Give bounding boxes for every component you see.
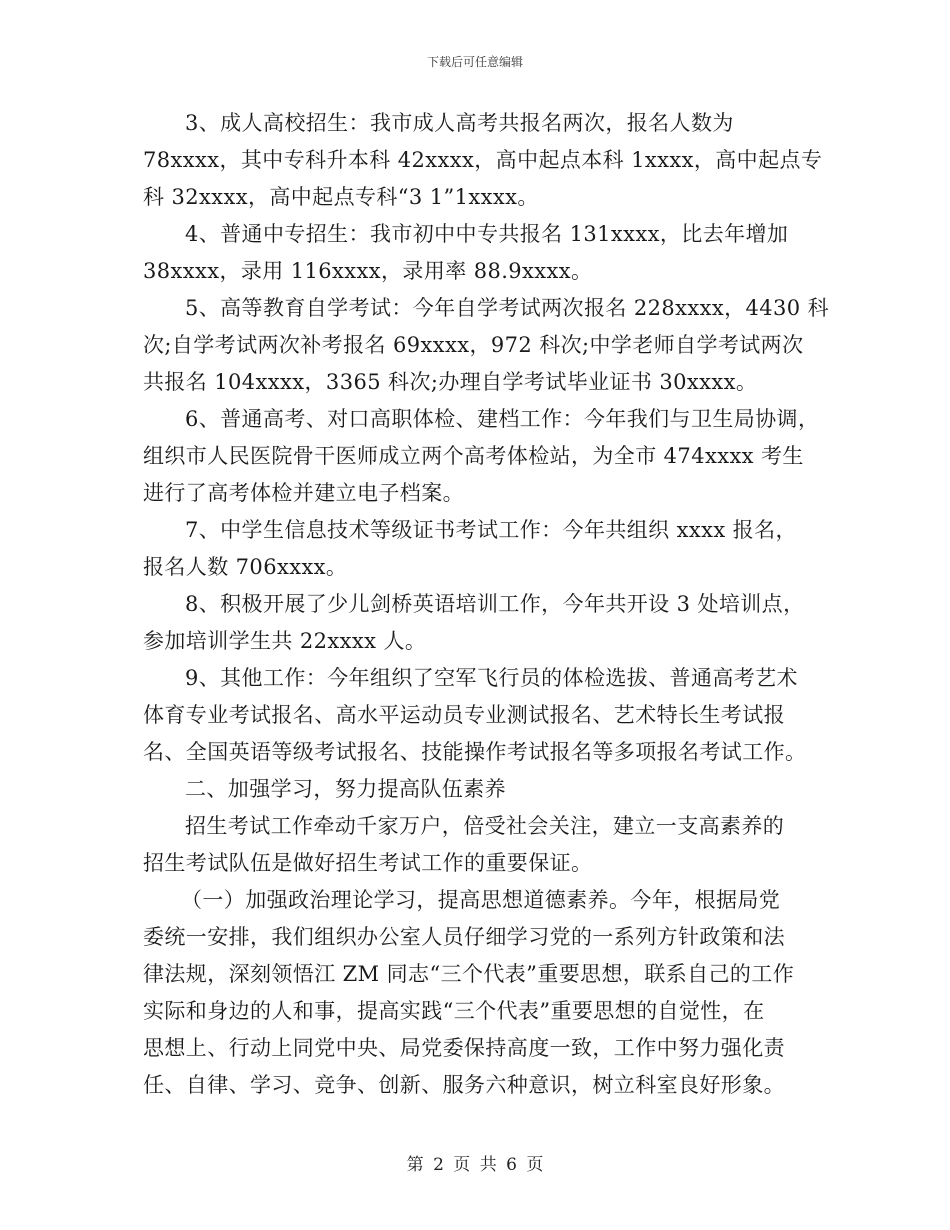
- text-line: 共报名 104xxxx，3365 科次;办理自学考试毕业证书 30xxxx。: [143, 370, 758, 394]
- text-line: 参加培训学生共 22xxxx 人。: [143, 629, 427, 653]
- document-body: [143, 105, 830, 1104]
- text-line: 报名人数 706xxxx。: [143, 555, 348, 579]
- page-number: 第 2 页 共 6 页: [406, 1155, 544, 1175]
- text-line: 律法规，深刻领悟江 ZM 同志“三个代表”重要思想，联系自己的工作: [143, 962, 795, 986]
- paragraph-it-certificate-exam: [143, 512, 823, 586]
- text-line: 进行了高考体检并建立电子档案。: [143, 481, 464, 505]
- paragraph-physical-exam-records: [143, 401, 823, 512]
- paragraph-team-building-intro: [143, 808, 823, 882]
- text-line: 招生考试工作牵动千家万户，倍受社会关注，建立一支高素养的: [185, 814, 785, 838]
- paragraph-other-work: [143, 660, 823, 771]
- text-line: 科 32xxxx，高中起点专科“3 1”1xxxx。: [143, 185, 539, 209]
- paragraph-cambridge-english-training: [143, 586, 823, 660]
- text-line: 78xxxx，其中专科升本科 42xxxx，高中起点本科 1xxxx，高中起点专: [143, 148, 823, 172]
- text-line: 4、普通中专招生：我市初中中专共报名 131xxxx，比去年增加: [185, 222, 789, 246]
- text-line: 实际和身边的人和事，提高实践“三个代表”重要思想的自觉性，在: [143, 999, 765, 1023]
- text-line: 二、加强学习，努力提高队伍素养: [185, 777, 506, 801]
- paragraph-self-study-exams: [143, 290, 830, 401]
- paragraph-political-study: [143, 882, 823, 1104]
- text-line: 8、积极开展了少儿剑桥英语培训工作，今年共开设 3 处培训点，: [185, 592, 805, 616]
- text-line: 7、中学生信息技术等级证书考试工作：今年共组织 xxxx 报名，: [185, 518, 797, 542]
- page-header-note: 下载后可任意编辑: [426, 55, 523, 69]
- text-line: 任、自律、学习、竞争、创新、服务六种意识，树立科室良好形象。: [143, 1073, 785, 1097]
- text-line: 38xxxx，录用 116xxxx，录用率 88.9xxxx。: [143, 259, 593, 283]
- text-line: 9、其他工作：今年组织了空军飞行员的体检选拔、普通高考艺术: [185, 666, 798, 690]
- text-line: 招生考试队伍是做好招生考试工作的重要保证。: [143, 851, 593, 875]
- paragraph-secondary-vocational-enrollment: [143, 216, 823, 290]
- paragraph-adult-college-enrollment: [143, 105, 823, 216]
- text-line: 名、全国英语等级考试报名、技能操作考试报名等多项报名考试工作。: [143, 740, 807, 764]
- text-line: 5、高等教育自学考试：今年自学考试两次报名 228xxxx，4430 科: [185, 296, 830, 320]
- text-line: 思想上、行动上同党中央、局党委保持高度一致，工作中努力强化责: [143, 1036, 785, 1060]
- text-line: 次;自学考试两次补考报名 69xxxx，972 科次;中学老师自学考试两次: [143, 333, 804, 357]
- section-heading: [143, 771, 823, 808]
- text-line: 3、成人高校招生：我市成人高考共报名两次，报名人数为: [185, 111, 734, 135]
- text-line: 6、普通高考、对口高职体检、建档工作：今年我们与卫生局协调，: [185, 407, 820, 431]
- text-line: （一）加强政治理论学习，提高思想道德素养。今年，根据局党: [181, 888, 781, 912]
- text-line: 委统一安排，我们组织办公室人员仔细学习党的一系列方针政策和法: [143, 925, 785, 949]
- text-line: 组织市人民医院骨干医师成立两个高考体检站，为全市 474xxxx 考生: [143, 444, 804, 468]
- text-line: 体育专业考试报名、高水平运动员专业测试报名、艺术特长生考试报: [143, 703, 785, 727]
